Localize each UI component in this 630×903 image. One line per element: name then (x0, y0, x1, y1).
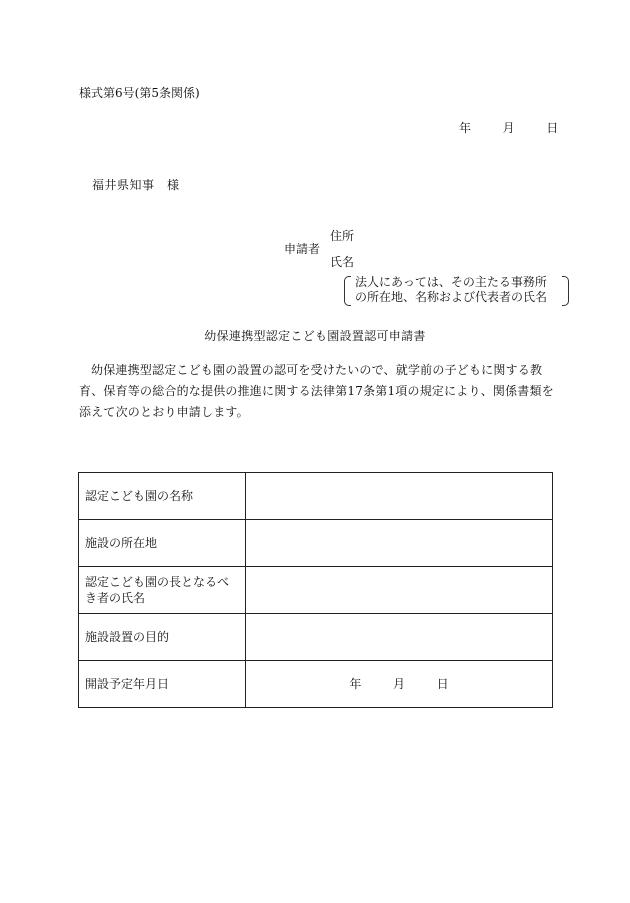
form-number: 様式第6号(第5条関係) (79, 86, 200, 100)
application-statement: 幼保連携型認定こども園の設置の認可を受けたいので、就学前の子どもに関する教育、保育等の総合的な提供の推進に関する法律第17条第1項の規定により、関係書類を添えて次のとおり申請します。 (79, 363, 554, 419)
value-facility-name[interactable] (246, 473, 553, 520)
value-facility-location[interactable] (246, 520, 553, 567)
table-row (79, 661, 553, 708)
date-month: 月 (502, 121, 515, 135)
corporation-note (344, 275, 565, 305)
label-facility-name: 認定こども園の名称 (79, 473, 246, 520)
table-row (79, 614, 553, 661)
table-row (79, 567, 553, 614)
label-purpose: 施設設置の目的 (79, 614, 246, 661)
addressee: 福井県知事 様 (92, 178, 180, 192)
label-director-name: 認定こども園の長となるべき者の氏名 (79, 567, 246, 614)
date-day: 日 (546, 121, 559, 135)
right-bracket (562, 276, 569, 306)
value-director-name[interactable] (246, 567, 553, 614)
document-title: 幼保連携型認定こども園設置認可申請書 (204, 329, 426, 343)
corporation-note-line1: 法人にあっては、その主たる事務所 (355, 275, 547, 289)
application-details-table (78, 472, 553, 708)
table-row (79, 520, 553, 567)
table-row (79, 473, 553, 520)
value-opening-date[interactable] (246, 661, 553, 708)
name-label: 氏名 (330, 255, 355, 269)
address-label: 住所 (330, 229, 355, 243)
opening-day: 日 (436, 677, 449, 691)
date-year: 年 (459, 121, 472, 135)
value-purpose[interactable] (246, 614, 553, 661)
corporation-note-line2: の所在地、名称および代表者の氏名 (355, 290, 548, 304)
label-opening-date: 開設予定年月日 (79, 661, 246, 708)
label-facility-location: 施設の所在地 (79, 520, 246, 567)
left-bracket (344, 276, 351, 306)
applicant-label: 申請者 (284, 242, 321, 256)
opening-month: 月 (392, 677, 405, 691)
application-date (459, 119, 558, 136)
opening-year: 年 (349, 677, 362, 691)
